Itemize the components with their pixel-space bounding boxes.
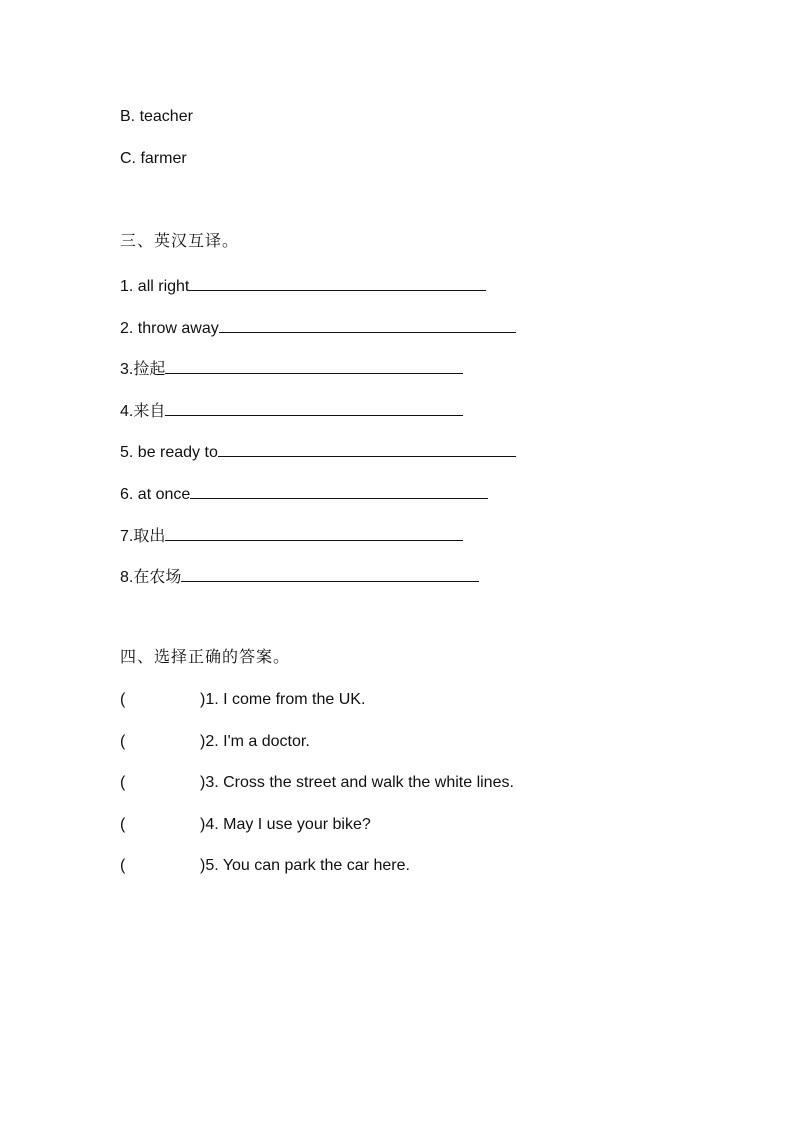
translation-item-text: 7.取出: [120, 528, 166, 545]
translation-item-7: [120, 523, 463, 545]
answer-blank[interactable]: [165, 523, 463, 541]
choice-question-text: )4. May I use your bike?: [200, 816, 371, 833]
choice-question-text: )3. Cross the street and walk the white lines.: [200, 774, 514, 791]
answer-paren-open[interactable]: (: [120, 691, 126, 708]
answer-blank[interactable]: [218, 439, 516, 457]
translation-item-text: 5. be ready to: [120, 444, 218, 461]
section-4-heading: 四、选择正确的答案。: [120, 649, 291, 666]
choice-question-2: [0, 731, 700, 753]
translation-item-text: 1. all right: [120, 278, 190, 295]
choice-question-4: [0, 814, 700, 836]
answer-paren-open[interactable]: (: [120, 774, 126, 791]
choice-question-text: )2. I'm a doctor.: [200, 733, 310, 750]
translation-item-6: [120, 481, 488, 503]
translation-item-8: [120, 564, 479, 586]
translation-item-text: 8.在农场: [120, 569, 182, 586]
choice-question-1: [0, 689, 700, 711]
answer-paren-open[interactable]: (: [120, 733, 126, 750]
choice-question-5: [0, 855, 700, 877]
answer-blank[interactable]: [165, 356, 463, 374]
section-3-heading: 三、英汉互译。: [120, 233, 240, 250]
option-b: B. teacher: [120, 108, 193, 125]
choice-question-text: )1. I come from the UK.: [200, 691, 366, 708]
answer-blank[interactable]: [190, 481, 488, 499]
answer-blank[interactable]: [219, 315, 516, 333]
answer-paren-open[interactable]: (: [120, 857, 126, 874]
translation-item-5: [120, 439, 516, 461]
option-c: C. farmer: [120, 150, 187, 167]
choice-question-text: )5. You can park the car here.: [200, 857, 410, 874]
choice-question-3: [0, 772, 700, 794]
answer-blank[interactable]: [165, 398, 463, 416]
translation-item-text: 6. at once: [120, 486, 191, 503]
translation-item-1: [120, 273, 486, 295]
translation-item-2: [120, 315, 516, 337]
answer-blank[interactable]: [189, 273, 486, 291]
translation-item-text: 3.捡起: [120, 361, 166, 378]
translation-item-3: [120, 356, 463, 378]
answer-paren-open[interactable]: (: [120, 816, 126, 833]
translation-item-4: [120, 398, 463, 420]
translation-item-text: 4.来自: [120, 403, 166, 420]
answer-blank[interactable]: [181, 564, 479, 582]
translation-item-text: 2. throw away: [120, 320, 219, 337]
